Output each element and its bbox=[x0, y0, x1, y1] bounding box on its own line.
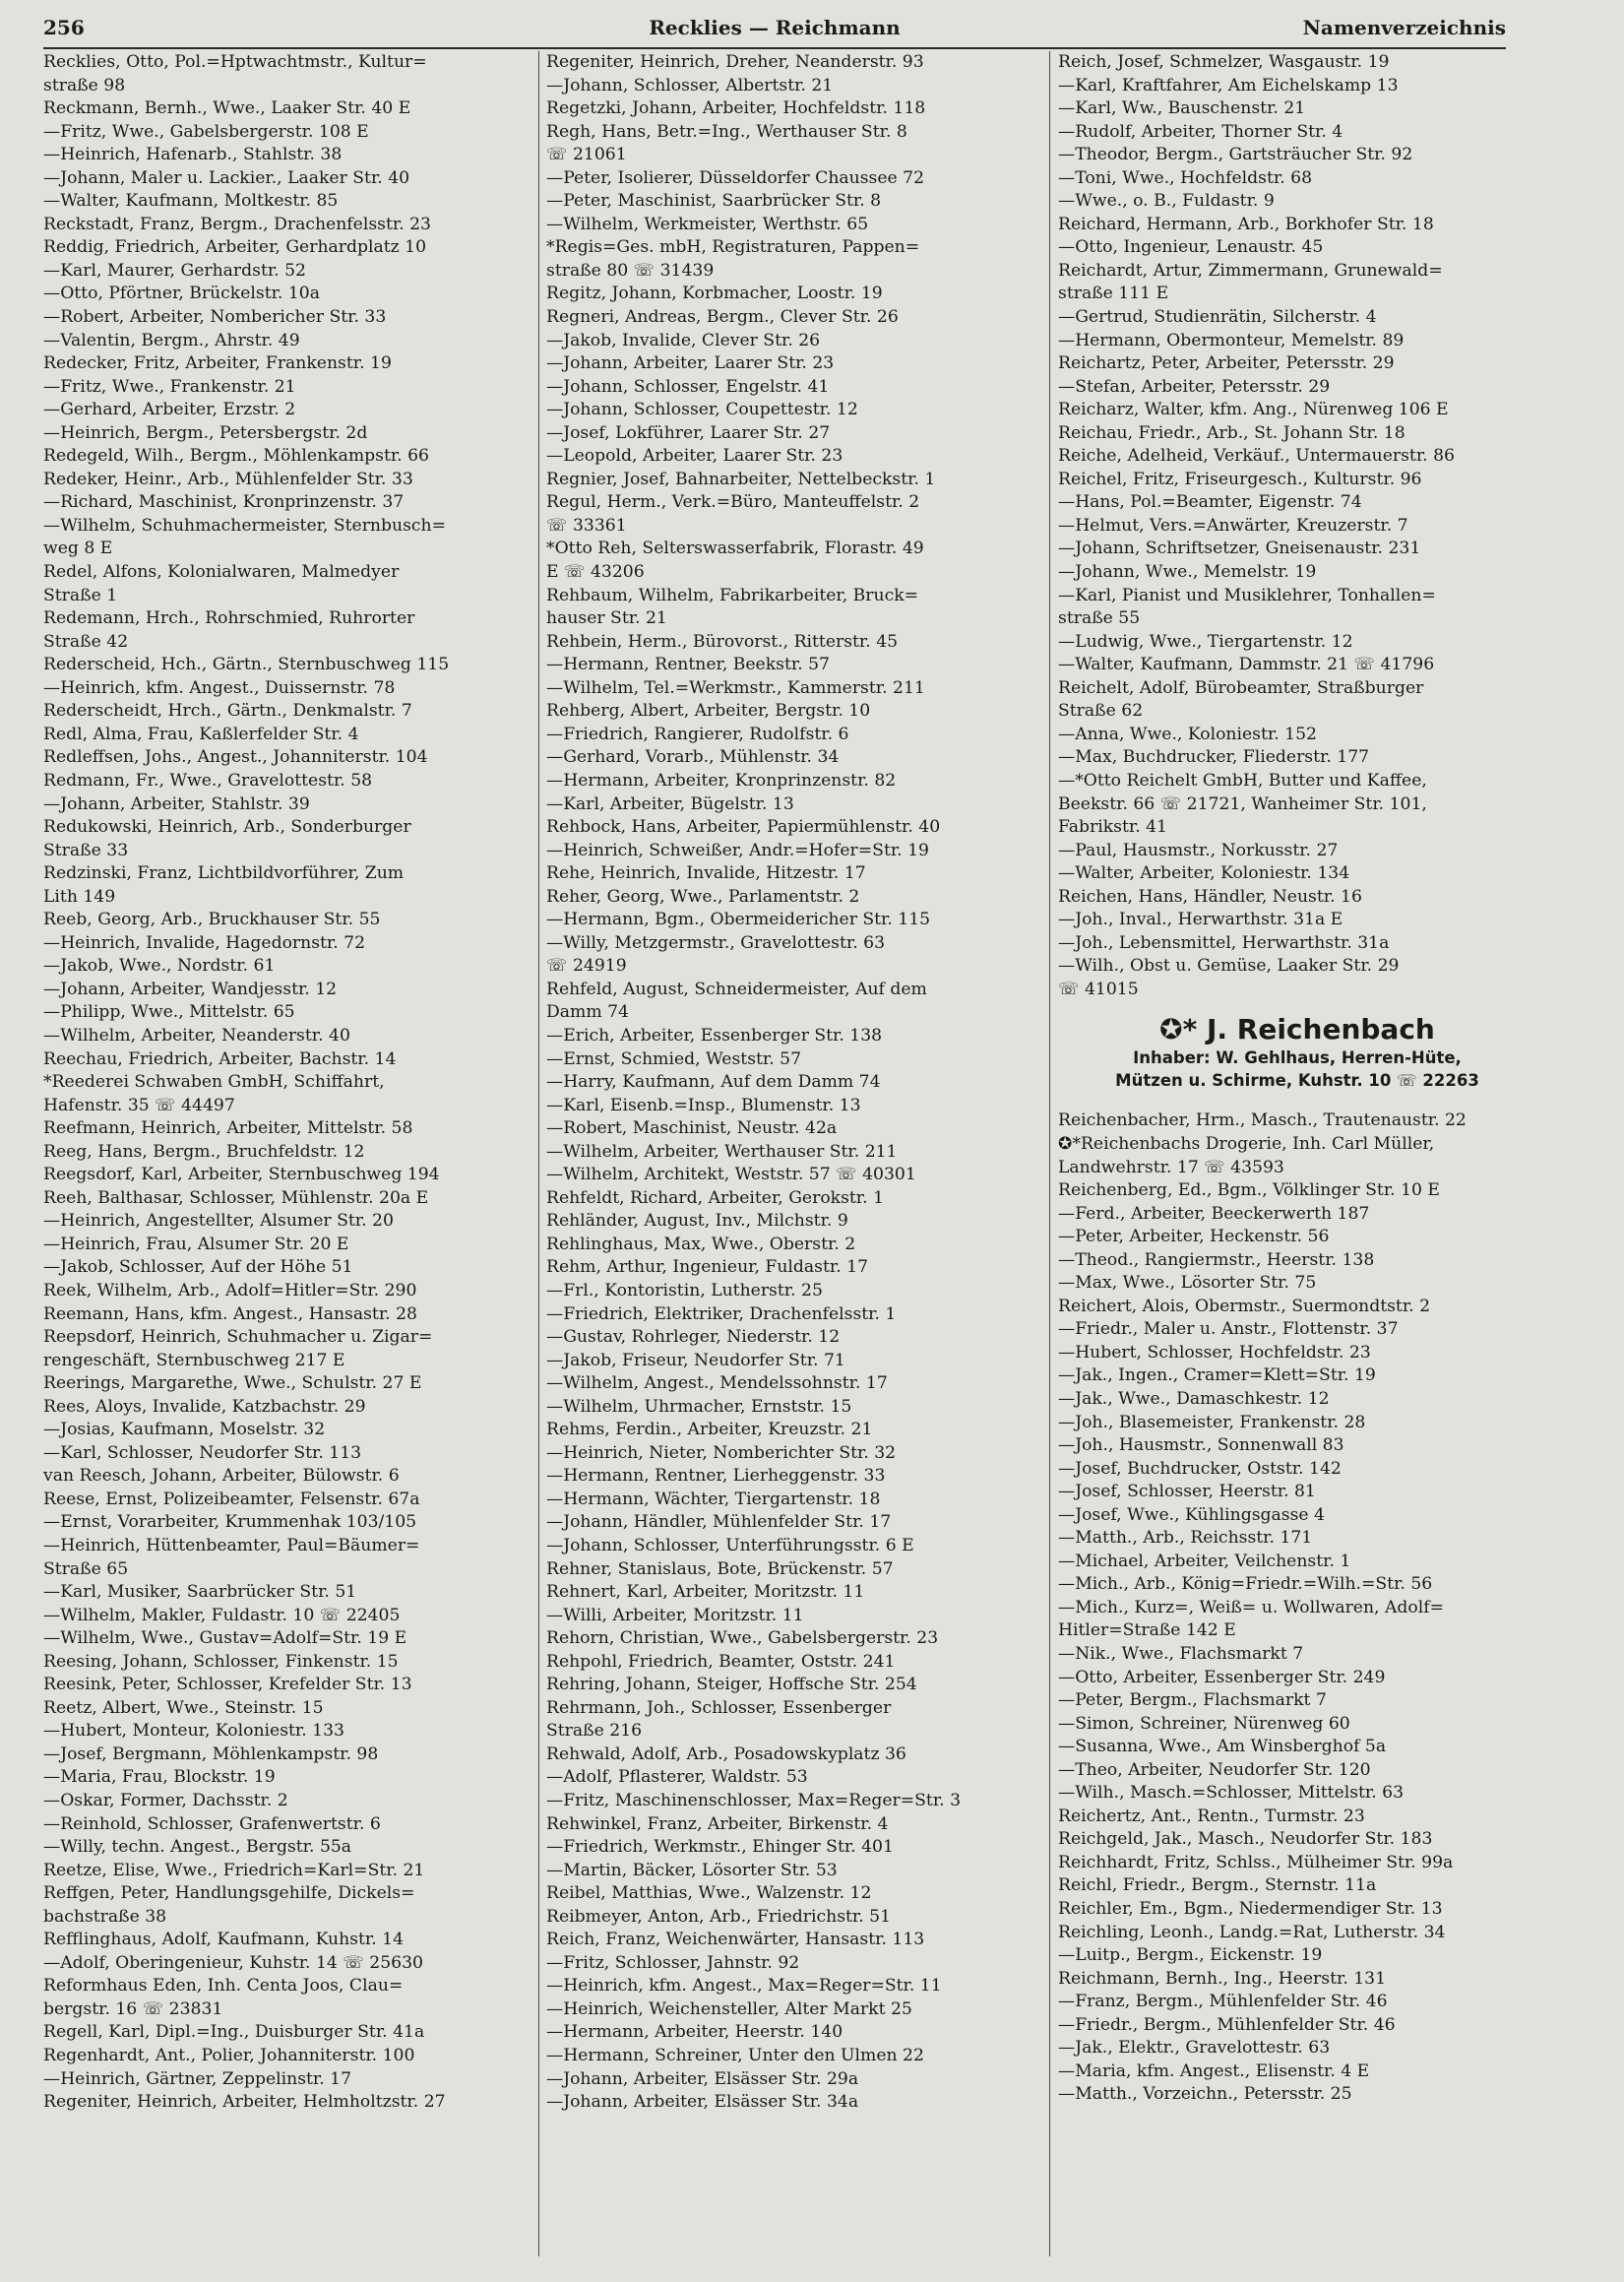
directory-entry-line: Redl, Alma, Frau, Kaßlerfelder Str. 4 bbox=[43, 724, 359, 744]
directory-entry-line: Rehbein, Herm., Bürovorst., Ritterstr. 45 bbox=[546, 631, 899, 652]
directory-entry-line: —Simon, Schreiner, Nürenweg 60 bbox=[1058, 1713, 1350, 1734]
directory-entry-line: Reeh, Balthasar, Schlosser, Mühlenstr. 20a E bbox=[43, 1187, 429, 1208]
directory-entry-line: —Wilhelm, Werkmeister, Werthstr. 65 bbox=[546, 214, 869, 234]
directory-entry-line: —Theo, Arbeiter, Neudorfer Str. 120 bbox=[1058, 1759, 1371, 1780]
directory-entry-line: hauser Str. 21 bbox=[546, 608, 667, 629]
directory-entry-line: —Jakob, Friseur, Neudorfer Str. 71 bbox=[546, 1350, 845, 1370]
directory-entry-line: Damm 74 bbox=[546, 1002, 629, 1023]
directory-entry-line: —Johann, Arbeiter, Wandjesstr. 12 bbox=[43, 979, 338, 999]
directory-entry-line: Reckstadt, Franz, Bergm., Drachenfelsstr. 23 bbox=[43, 214, 431, 234]
directory-entry-line: Reepsdorf, Heinrich, Schuhmacher u. Zigar= bbox=[43, 1327, 433, 1348]
directory-entry-line: Regell, Karl, Dipl.=Ing., Duisburger Str. 41a bbox=[43, 2022, 425, 2043]
directory-entry-line: —Friedrich, Elektriker, Drachenfelsstr. 1 bbox=[546, 1303, 897, 1324]
directory-entry-line: —Hermann, Schreiner, Unter den Ulmen 22 bbox=[546, 2046, 924, 2066]
directory-entry-line: —Wilhelm, Schuhmachermeister, Sternbusch= bbox=[43, 515, 446, 536]
directory-entry-line: —Jakob, Schlosser, Auf der Höhe 51 bbox=[43, 1257, 353, 1278]
directory-entry-line: —Friedr., Maler u. Anstr., Flottenstr. 37 bbox=[1058, 1319, 1399, 1340]
directory-entry-line: Straße 62 bbox=[1058, 701, 1144, 722]
directory-entry-line: Reddig, Friedrich, Arbeiter, Gerhardplatz 10 bbox=[43, 237, 427, 258]
directory-entry-line: —Matth., Vorzeichn., Petersstr. 25 bbox=[1058, 2084, 1352, 2105]
directory-entry-line: bergstr. 16 ☏ 23831 bbox=[43, 1998, 223, 2019]
directory-entry-line: —Willy, techn. Angest., Bergstr. 55a bbox=[43, 1837, 352, 1858]
directory-entry-line: —Heinrich, Schweißer, Andr.=Hofer=Str. 19 bbox=[546, 840, 929, 860]
directory-entry-line: straße 111 E bbox=[1058, 284, 1169, 304]
directory-entry-line: —Joh., Blasemeister, Frankenstr. 28 bbox=[1058, 1412, 1366, 1432]
directory-entry-line: —Theodor, Bergm., Gartsträucher Str. 92 bbox=[1058, 145, 1413, 165]
directory-entry-line: ✪*Reichenbachs Drogerie, Inh. Carl Müller, bbox=[1058, 1133, 1435, 1154]
directory-entry-line: —Johann, Schlosser, Engelstr. 41 bbox=[546, 376, 830, 397]
directory-entry-line: —Stefan, Arbeiter, Petersstr. 29 bbox=[1058, 376, 1331, 397]
directory-entry-line: —Hermann, Wächter, Tiergartenstr. 18 bbox=[546, 1489, 881, 1509]
directory-entry-line: —Karl, Musiker, Saarbrücker Str. 51 bbox=[43, 1582, 357, 1603]
directory-entry-line: —*Otto Reichelt GmbH, Butter und Kaffee, bbox=[1058, 770, 1427, 791]
directory-entry-line: —Karl, Ww., Bauschenstr. 21 bbox=[1058, 98, 1306, 119]
directory-entry-line: —Karl, Schlosser, Neudorfer Str. 113 bbox=[43, 1442, 362, 1463]
directory-entry-line: ☏ 21061 bbox=[546, 145, 627, 165]
directory-entry-line: —Karl, Eisenb.=Insp., Blumenstr. 13 bbox=[546, 1095, 861, 1115]
directory-entry-line: *Otto Reh, Selterswasserfabrik, Florastr. 49 bbox=[546, 539, 924, 559]
directory-entry-line: —Johann, Arbeiter, Stahlstr. 39 bbox=[43, 793, 310, 814]
column-right-entries-bottom bbox=[1058, 1109, 1536, 2107]
directory-entry-line: —Fritz, Maschinenschlosser, Max=Reger=Str. 3 bbox=[546, 1791, 962, 1811]
directory-entry-line: Reese, Ernst, Polizeibeamter, Felsenstr. 67a bbox=[43, 1489, 420, 1509]
directory-entry-line: Lith 149 bbox=[43, 886, 116, 907]
directory-entry-line: Reefmann, Heinrich, Arbeiter, Mittelstr. 58 bbox=[43, 1118, 413, 1139]
directory-entry-line: —Johann, Arbeiter, Elsässer Str. 29a bbox=[546, 2068, 859, 2089]
directory-entry-line: Reichl, Friedr., Bergm., Sternstr. 11a bbox=[1058, 1875, 1377, 1896]
directory-entry-line: —Joh., Inval., Herwarthstr. 31a E bbox=[1058, 910, 1343, 930]
directory-entry-line: —Johann, Schlosser, Albertstr. 21 bbox=[546, 75, 834, 95]
directory-entry-line: Redzinski, Franz, Lichtbildvorführer, Zum bbox=[43, 863, 405, 884]
directory-entry-line: —Walter, Kaufmann, Moltkestr. 85 bbox=[43, 191, 339, 212]
directory-entry-line: Reiche, Adelheid, Verkäuf., Untermauerstr. 86 bbox=[1058, 446, 1455, 467]
directory-entry-line: —Jakob, Wwe., Nordstr. 61 bbox=[43, 956, 276, 977]
directory-entry-line: —Wilhelm, Arbeiter, Neanderstr. 40 bbox=[43, 1025, 350, 1046]
column-divider bbox=[538, 51, 539, 2256]
directory-entry-line: Rehe, Heinrich, Invalide, Hitzestr. 17 bbox=[546, 863, 866, 884]
directory-entry-line: straße 98 bbox=[43, 75, 126, 95]
directory-entry-line: ☏ 41015 bbox=[1058, 979, 1139, 999]
directory-entry-line: Reesink, Peter, Schlosser, Krefelder Str. 13 bbox=[43, 1675, 412, 1695]
directory-entry-line: —Wilhelm, Architekt, Weststr. 57 ☏ 40301 bbox=[546, 1165, 916, 1185]
directory-entry-line: —Susanna, Wwe., Am Winsberghof 5a bbox=[1058, 1737, 1387, 1757]
directory-entry-line: —Josef, Lokführer, Laarer Str. 27 bbox=[546, 422, 831, 443]
ad-owner-line: Inhaber: W. Gehlhaus, Herren-Hüte, bbox=[1133, 1048, 1462, 1068]
directory-entry-line: Reicharz, Walter, kfm. Ang., Nürenweg 106 E bbox=[1058, 400, 1449, 420]
directory-entry-line: Reich, Franz, Weichenwärter, Hansastr. 113 bbox=[546, 1930, 925, 1950]
directory-entry-line: —Wilhelm, Arbeiter, Werthauser Str. 211 bbox=[546, 1141, 898, 1162]
directory-entry-line: Reegsdorf, Karl, Arbeiter, Sternbuschweg 194 bbox=[43, 1165, 440, 1185]
directory-entry-line: Rehbaum, Wilhelm, Fabrikarbeiter, Bruck= bbox=[546, 585, 919, 605]
directory-entry-line: Regitz, Johann, Korbmacher, Loostr. 19 bbox=[546, 284, 883, 304]
directory-entry-line: —Martin, Bäcker, Lösorter Str. 53 bbox=[546, 1860, 838, 1880]
directory-entry-line: Reckmann, Bernh., Wwe., Laaker Str. 40 E bbox=[43, 98, 411, 119]
directory-entry-line: Redecker, Fritz, Arbeiter, Frankenstr. 19 bbox=[43, 353, 392, 374]
directory-entry-line: Redukowski, Heinrich, Arb., Sonderburger bbox=[43, 817, 411, 838]
directory-entry-line: Regenhardt, Ant., Polier, Johanniterstr. 100 bbox=[43, 2046, 415, 2066]
directory-entry-line: Reffgen, Peter, Handlungsgehilfe, Dickels= bbox=[43, 1883, 415, 1904]
directory-entry-line: —Joh., Hausmstr., Sonnenwall 83 bbox=[1058, 1435, 1344, 1456]
directory-entry-line: —Wilh., Masch.=Schlosser, Mittelstr. 63 bbox=[1058, 1783, 1405, 1804]
directory-entry-line: —Heinrich, Bergm., Petersbergstr. 2d bbox=[43, 422, 368, 443]
directory-entry-line: —Erich, Arbeiter, Essenberger Str. 138 bbox=[546, 1025, 883, 1046]
directory-entry-line: Reichen, Hans, Händler, Neustr. 16 bbox=[1058, 886, 1362, 907]
directory-entry-line: Redegeld, Wilh., Bergm., Möhlenkampstr. 66 bbox=[43, 446, 429, 467]
directory-entry-line: —Karl, Arbeiter, Bügelstr. 13 bbox=[546, 793, 794, 814]
directory-entry-line: —Wilhelm, Tel.=Werkmstr., Kammerstr. 211 bbox=[546, 677, 925, 698]
directory-entry-line: Rehfeldt, Richard, Arbeiter, Gerokstr. 1 bbox=[546, 1187, 885, 1208]
directory-entry-line: —Karl, Kraftfahrer, Am Eichelskamp 13 bbox=[1058, 75, 1399, 95]
directory-entry-line: —Willi, Arbeiter, Moritzstr. 11 bbox=[546, 1605, 804, 1625]
directory-entry-line: bachstraße 38 bbox=[43, 1906, 167, 1927]
directory-entry-line: Rederscheidt, Hrch., Gärtn., Denkmalstr. 7 bbox=[43, 701, 412, 722]
directory-entry-line: straße 80 ☏ 31439 bbox=[546, 260, 715, 281]
directory-entry-line: —Johann, Händler, Mühlenfelder Str. 17 bbox=[546, 1512, 892, 1533]
directory-entry-line: Recklies, Otto, Pol.=Hptwachtmstr., Kultur= bbox=[43, 52, 427, 72]
directory-entry-line: —Jak., Ingen., Cramer=Klett=Str. 19 bbox=[1058, 1365, 1376, 1386]
directory-entry-line: Straße 1 bbox=[43, 585, 118, 605]
directory-entry-line: Regetzki, Johann, Arbeiter, Hochfeldstr. 118 bbox=[546, 98, 926, 119]
directory-entry-line: —Ernst, Schmied, Weststr. 57 bbox=[546, 1048, 802, 1069]
directory-entry-line: Beekstr. 66 ☏ 21721, Wanheimer Str. 101, bbox=[1058, 793, 1427, 814]
directory-entry-line: Reibel, Matthias, Wwe., Walzenstr. 12 bbox=[546, 1883, 872, 1904]
directory-entry-line: —Richard, Maschinist, Kronprinzenstr. 37 bbox=[43, 492, 405, 513]
directory-entry-line: Rehner, Stanislaus, Bote, Brückenstr. 57 bbox=[546, 1558, 894, 1579]
directory-entry-line: Redmann, Fr., Wwe., Gravelottestr. 58 bbox=[43, 770, 373, 791]
directory-entry-line: —Frl., Kontoristin, Lutherstr. 25 bbox=[546, 1280, 823, 1300]
directory-entry-line: —Mich., Arb., König=Friedr.=Wilh.=Str. 56 bbox=[1058, 1574, 1433, 1595]
directory-entry-line: —Gustav, Rohrleger, Niederstr. 12 bbox=[546, 1327, 841, 1348]
directory-entry-line: —Fritz, Wwe., Gabelsbergerstr. 108 E bbox=[43, 121, 369, 142]
directory-entry-line: —Johann, Schriftsetzer, Gneisenaustr. 231 bbox=[1058, 539, 1421, 559]
directory-entry-line: —Jakob, Invalide, Clever Str. 26 bbox=[546, 330, 821, 350]
column-right bbox=[1058, 51, 1536, 2266]
directory-entry-line: —Hermann, Arbeiter, Heerstr. 140 bbox=[546, 2022, 843, 2043]
directory-entry-line: Regh, Hans, Betr.=Ing., Werthauser Str. 8 bbox=[546, 121, 907, 142]
directory-entry-line: —Fritz, Wwe., Frankenstr. 21 bbox=[43, 376, 296, 397]
directory-entry-line: —Wwe., o. B., Fuldastr. 9 bbox=[1058, 191, 1275, 212]
column-right-entries-top bbox=[1058, 51, 1536, 1001]
directory-entry-line: Reibmeyer, Anton, Arb., Friedrichstr. 51 bbox=[546, 1906, 892, 1927]
directory-entry-line: Rehorn, Christian, Wwe., Gabelsbergerstr. 23 bbox=[546, 1628, 939, 1649]
directory-entry-line: —Walter, Kaufmann, Dammstr. 21 ☏ 41796 bbox=[1058, 655, 1435, 675]
directory-entry-line: ☏ 33361 bbox=[546, 515, 627, 536]
directory-entry-line: —Reinhold, Schlosser, Grafenwertstr. 6 bbox=[43, 1813, 381, 1834]
directory-entry-line: *Regis=Ges. mbH, Registraturen, Pappen= bbox=[546, 237, 920, 258]
directory-entry-line: —Mich., Kurz=, Weiß= u. Wollwaren, Adolf= bbox=[1058, 1597, 1444, 1617]
directory-entry-line: —Josef, Buchdrucker, Oststr. 142 bbox=[1058, 1458, 1342, 1479]
directory-entry-line: —Johann, Arbeiter, Laarer Str. 23 bbox=[546, 353, 835, 374]
column-divider bbox=[1049, 51, 1050, 2256]
directory-entry-line: Rehländer, August, Inv., Milchstr. 9 bbox=[546, 1211, 848, 1232]
directory-entry-line: Straße 65 bbox=[43, 1558, 129, 1579]
directory-entry-line: —Karl, Pianist und Musiklehrer, Tonhallen= bbox=[1058, 585, 1436, 605]
directory-entry-line: Rehnert, Karl, Arbeiter, Moritzstr. 11 bbox=[546, 1582, 865, 1603]
ad-company-name: ✪* J. Reichenbach bbox=[1159, 1013, 1435, 1046]
directory-entry-line: Reichgeld, Jak., Masch., Neudorfer Str. 183 bbox=[1058, 1829, 1433, 1850]
directory-entry-line: —Toni, Wwe., Hochfeldstr. 68 bbox=[1058, 167, 1313, 188]
directory-entry-line: —Walter, Arbeiter, Koloniestr. 134 bbox=[1058, 863, 1350, 884]
directory-entry-line: Reetze, Elise, Wwe., Friedrich=Karl=Str. 21 bbox=[43, 1860, 425, 1880]
directory-entry-line: —Franz, Bergm., Mühlenfelder Str. 46 bbox=[1058, 1992, 1388, 2012]
directory-entry-line: Reetz, Albert, Wwe., Steinstr. 15 bbox=[43, 1697, 324, 1718]
directory-entry-line: Refflinghaus, Adolf, Kaufmann, Kuhstr. 14 bbox=[43, 1930, 405, 1950]
directory-entry-line: ☏ 24919 bbox=[546, 956, 627, 977]
directory-entry-line: Rehwinkel, Franz, Arbeiter, Birkenstr. 4 bbox=[546, 1813, 889, 1834]
directory-entry-line: Rees, Aloys, Invalide, Katzbachstr. 29 bbox=[43, 1396, 366, 1417]
directory-entry-line: —Heinrich, kfm. Angest., Duissernstr. 78 bbox=[43, 677, 396, 698]
directory-entry-line: Reichard, Hermann, Arb., Borkhofer Str. 18 bbox=[1058, 214, 1434, 234]
directory-entry-line: —Ferd., Arbeiter, Beeckerwerth 187 bbox=[1058, 1203, 1370, 1224]
directory-entry-line: —Hermann, Obermonteur, Memelstr. 89 bbox=[1058, 330, 1405, 350]
directory-entry-line: Regneri, Andreas, Bergm., Clever Str. 26 bbox=[546, 307, 899, 328]
directory-entry-line: —Ernst, Vorarbeiter, Krummenhak 103/105 bbox=[43, 1512, 417, 1533]
directory-entry-line: —Oskar, Former, Dachsstr. 2 bbox=[43, 1791, 288, 1811]
directory-entry-line: —Heinrich, Hüttenbeamter, Paul=Bäumer= bbox=[43, 1536, 420, 1555]
directory-entry-line: —Peter, Arbeiter, Heckenstr. 56 bbox=[1058, 1227, 1330, 1247]
directory-entry-line: Reichelt, Adolf, Bürobeamter, Straßburger bbox=[1058, 677, 1424, 698]
directory-entry-line: Reek, Wilhelm, Arb., Adolf=Hitler=Str. 290 bbox=[43, 1280, 417, 1300]
directory-entry-line: Rehms, Ferdin., Arbeiter, Kreuzstr. 21 bbox=[546, 1420, 873, 1440]
directory-entry-line: Hafenstr. 35 ☏ 44497 bbox=[43, 1095, 235, 1115]
directory-entry-line: Reher, Georg, Wwe., Parlamentstr. 2 bbox=[546, 886, 860, 907]
directory-entry-line: —Maria, Frau, Blockstr. 19 bbox=[43, 1767, 276, 1788]
directory-entry-line: van Reesch, Johann, Arbeiter, Bülowstr. 6 bbox=[43, 1466, 400, 1487]
directory-entry-line: Rehm, Arthur, Ingenieur, Fuldastr. 17 bbox=[546, 1257, 869, 1278]
directory-entry-line: —Hermann, Arbeiter, Kronprinzenstr. 82 bbox=[546, 770, 897, 791]
directory-entry-line: Hitler=Straße 142 E bbox=[1058, 1620, 1236, 1641]
directory-entry-line: —Gerhard, Arbeiter, Erzstr. 2 bbox=[43, 400, 296, 420]
directory-entry-line: —Heinrich, Hafenarb., Stahlstr. 38 bbox=[43, 145, 343, 165]
directory-entry-line: —Adolf, Pflasterer, Waldstr. 53 bbox=[546, 1767, 808, 1788]
directory-entry-line: Reeb, Georg, Arb., Bruckhauser Str. 55 bbox=[43, 910, 381, 930]
directory-entry-line: Reformhaus Eden, Inh. Centa Joos, Clau= bbox=[43, 1976, 404, 1997]
directory-entry-line: —Josias, Kaufmann, Moselstr. 32 bbox=[43, 1420, 326, 1440]
directory-entry-line: rengeschäft, Sternbuschweg 217 E bbox=[43, 1350, 345, 1370]
directory-entry-line: —Rudolf, Arbeiter, Thorner Str. 4 bbox=[1058, 121, 1343, 142]
directory-entry-line: Redel, Alfons, Kolonialwaren, Malmedyer bbox=[43, 562, 400, 583]
directory-entry-line: —Heinrich, Invalide, Hagedornstr. 72 bbox=[43, 932, 366, 953]
directory-entry-line: Reichertz, Ant., Rentn., Turmstr. 23 bbox=[1058, 1806, 1365, 1826]
directory-entry-line: —Peter, Isolierer, Düsseldorfer Chaussee 72 bbox=[546, 167, 925, 188]
directory-entry-line: —Otto, Pförtner, Brückelstr. 10a bbox=[43, 284, 320, 304]
directory-entry-line: —Karl, Maurer, Gerhardstr. 52 bbox=[43, 260, 306, 281]
directory-entry-line: —Wilh., Obst u. Gemüse, Laaker Str. 29 bbox=[1058, 956, 1400, 977]
directory-entry-line: Reichhardt, Fritz, Schlss., Mülheimer Str. 99a bbox=[1058, 1852, 1454, 1872]
page-number: 256 bbox=[43, 16, 85, 39]
directory-entry-line: —Matth., Arb., Reichsstr. 171 bbox=[1058, 1528, 1313, 1549]
directory-entry-line: Reerings, Margarethe, Wwe., Schulstr. 27 E bbox=[43, 1373, 422, 1394]
directory-entry-line: Reichmann, Bernh., Ing., Heerstr. 131 bbox=[1058, 1968, 1387, 1989]
directory-entry-line: —Leopold, Arbeiter, Laarer Str. 23 bbox=[546, 446, 843, 467]
directory-entry-line: Reechau, Friedrich, Arbeiter, Bachstr. 14 bbox=[43, 1048, 397, 1069]
directory-entry-line: Reichler, Em., Bgm., Niedermendiger Str. 13 bbox=[1058, 1899, 1443, 1920]
directory-entry-line: —Valentin, Bergm., Ahrstr. 49 bbox=[43, 330, 300, 350]
directory-entry-line: Reichling, Leonh., Landg.=Rat, Lutherstr. 34 bbox=[1058, 1922, 1446, 1942]
directory-entry-line: —Friedrich, Rangierer, Rudolfstr. 6 bbox=[546, 724, 849, 744]
directory-entry-line: —Philipp, Wwe., Mittelstr. 65 bbox=[43, 1002, 295, 1023]
directory-entry-line: Reichel, Fritz, Friseurgesch., Kulturstr. 96 bbox=[1058, 469, 1422, 489]
directory-entry-line: Rehfeld, August, Schneidermeister, Auf dem bbox=[546, 979, 927, 999]
directory-entry-line: —Ludwig, Wwe., Tiergartenstr. 12 bbox=[1058, 631, 1353, 652]
directory-entry-line: —Willy, Metzgermstr., Gravelottestr. 63 bbox=[546, 932, 886, 953]
directory-entry-line: —Max, Buchdrucker, Fliederstr. 177 bbox=[1058, 747, 1370, 768]
directory-entry-line: —Robert, Arbeiter, Nombericher Str. 33 bbox=[43, 307, 387, 328]
directory-entry-line: —Heinrich, Angestellter, Alsumer Str. 20 bbox=[43, 1211, 394, 1232]
directory-entry-line: —Hubert, Schlosser, Hochfeldstr. 23 bbox=[1058, 1342, 1371, 1363]
directory-entry-line: Reeg, Hans, Bergm., Bruchfeldstr. 12 bbox=[43, 1141, 365, 1162]
column-middle bbox=[546, 51, 1025, 2266]
directory-entry-line: Rederscheid, Hch., Gärtn., Sternbuschweg 115 bbox=[43, 655, 450, 675]
directory-entry-line: Reichardt, Artur, Zimmermann, Grunewald= bbox=[1058, 260, 1443, 281]
directory-entry-line: Rehpohl, Friedrich, Beamter, Oststr. 241 bbox=[546, 1651, 896, 1672]
directory-entry-line: Reichenbacher, Hrm., Masch., Trautenaustr. 22 bbox=[1058, 1110, 1467, 1131]
directory-entry-line: —Josef, Bergmann, Möhlenkampstr. 98 bbox=[43, 1743, 379, 1764]
directory-entry-line: Reemann, Hans, kfm. Angest., Hansastr. 28 bbox=[43, 1303, 417, 1324]
directory-entry-line: Reichert, Alois, Obermstr., Suermondtstr. 2 bbox=[1058, 1296, 1431, 1316]
directory-entry-line: —Wilhelm, Wwe., Gustav=Adolf=Str. 19 E bbox=[43, 1628, 407, 1649]
directory-entry-line: —Johann, Maler u. Lackier., Laaker Str. 40 bbox=[43, 167, 410, 188]
directory-entry-line: —Josef, Schlosser, Heerstr. 81 bbox=[1058, 1482, 1316, 1502]
directory-entry-line: Reich, Josef, Schmelzer, Wasgaustr. 19 bbox=[1058, 52, 1390, 72]
directory-entry-line: —Nik., Wwe., Flachsmarkt 7 bbox=[1058, 1644, 1304, 1664]
directory-entry-line: Fabrikstr. 41 bbox=[1058, 817, 1167, 838]
directory-entry-line: —Wilhelm, Angest., Mendelssohnstr. 17 bbox=[546, 1373, 888, 1394]
directory-entry-line: Regeniter, Heinrich, Arbeiter, Helmholtzstr. 27 bbox=[43, 2092, 446, 2113]
directory-entry-line: —Heinrich, Gärtner, Zeppelinstr. 17 bbox=[43, 2068, 352, 2089]
page-header bbox=[43, 10, 1506, 49]
directory-entry-line: —Heinrich, Frau, Alsumer Str. 20 E bbox=[43, 1234, 349, 1254]
section-title: Namenverzeichnis bbox=[1302, 16, 1506, 39]
directory-entry-line: —Otto, Arbeiter, Essenberger Str. 249 bbox=[1058, 1667, 1386, 1687]
directory-entry-line: —Joh., Lebensmittel, Herwarthstr. 31a bbox=[1058, 932, 1390, 953]
directory-entry-line: —Friedrich, Werkmstr., Ehinger Str. 401 bbox=[546, 1837, 894, 1858]
directory-entry-line: straße 55 bbox=[1058, 608, 1141, 629]
directory-entry-line: Regnier, Josef, Bahnarbeiter, Nettelbeckstr. 1 bbox=[546, 469, 936, 489]
directory-entry-line: —Hermann, Rentner, Lierheggenstr. 33 bbox=[546, 1466, 886, 1487]
directory-entry-line: —Helmut, Vers.=Anwärter, Kreuzerstr. 7 bbox=[1058, 515, 1408, 536]
directory-entry-line: Rehwald, Adolf, Arb., Posadowskyplatz 36 bbox=[546, 1743, 906, 1764]
directory-entry-line: —Otto, Ingenieur, Lenaustr. 45 bbox=[1058, 237, 1324, 258]
directory-entry-line: Rehlinghaus, Max, Wwe., Oberstr. 2 bbox=[546, 1234, 856, 1254]
directory-entry-line: —Peter, Maschinist, Saarbrücker Str. 8 bbox=[546, 191, 882, 212]
directory-entry-line: —Adolf, Oberingenieur, Kuhstr. 14 ☏ 25630 bbox=[43, 1952, 423, 1973]
directory-entry-line: —Paul, Hausmstr., Norkusstr. 27 bbox=[1058, 840, 1339, 860]
directory-entry-line: —Luitp., Bergm., Eickenstr. 19 bbox=[1058, 1945, 1323, 1966]
directory-entry-line: —Hermann, Rentner, Beekstr. 57 bbox=[546, 655, 830, 675]
directory-entry-line: Rehring, Johann, Steiger, Hoffsche Str. 254 bbox=[546, 1675, 917, 1695]
directory-entry-line: —Harry, Kaufmann, Auf dem Damm 74 bbox=[546, 1072, 881, 1093]
ad-address-line: Mützen u. Schirme, Kuhstr. 10 ☏ 22263 bbox=[1115, 1071, 1479, 1091]
directory-entry-line: Rehrmann, Joh., Schlosser, Essenberger bbox=[546, 1697, 892, 1718]
directory-entry-line: —Hermann, Bgm., Obermeidericher Str. 115 bbox=[546, 910, 931, 930]
directory-entry-line: Redemann, Hrch., Rohrschmied, Ruhrorter bbox=[43, 608, 415, 629]
directory-entry-line: Redleffsen, Johs., Angest., Johanniterstr. 104 bbox=[43, 747, 428, 768]
name-range-title: Recklies — Reichmann bbox=[649, 16, 901, 39]
directory-entry-line: weg 8 E bbox=[43, 539, 113, 559]
directory-entry-line: —Johann, Schlosser, Coupettestr. 12 bbox=[546, 400, 858, 420]
directory-entry-line: —Robert, Maschinist, Neustr. 42a bbox=[546, 1118, 838, 1139]
directory-entry-line: *Reederei Schwaben GmbH, Schiffahrt, bbox=[43, 1072, 385, 1093]
directory-entry-line: Reichartz, Peter, Arbeiter, Petersstr. 29 bbox=[1058, 353, 1395, 374]
directory-entry-line: —Heinrich, kfm. Angest., Max=Reger=Str. 11 bbox=[546, 1976, 942, 1997]
directory-entry-line: —Johann, Schlosser, Unterführungsstr. 6 E bbox=[546, 1536, 914, 1555]
directory-entry-line: —Wilhelm, Makler, Fuldastr. 10 ☏ 22405 bbox=[43, 1605, 401, 1625]
directory-entry-line: —Theod., Rangiermstr., Heerstr. 138 bbox=[1058, 1249, 1375, 1270]
directory-entry-line: —Michael, Arbeiter, Veilchenstr. 1 bbox=[1058, 1551, 1351, 1571]
directory-entry-line: —Friedr., Bergm., Mühlenfelder Str. 46 bbox=[1058, 2014, 1396, 2035]
directory-entry-line: Reichenberg, Ed., Bgm., Völklinger Str. 10 E bbox=[1058, 1180, 1440, 1201]
directory-entry-line: Straße 33 bbox=[43, 840, 129, 860]
directory-entry-line: —Max, Wwe., Lösorter Str. 75 bbox=[1058, 1273, 1317, 1294]
directory-entry-line: —Gertrud, Studienrätin, Silcherstr. 4 bbox=[1058, 307, 1377, 328]
directory-entry-line: Rehbock, Hans, Arbeiter, Papiermühlenstr. 40 bbox=[546, 817, 941, 838]
directory-entry-line: —Jak., Wwe., Damaschkestr. 12 bbox=[1058, 1388, 1330, 1409]
directory-entry-line: —Anna, Wwe., Koloniestr. 152 bbox=[1058, 724, 1317, 744]
directory-entry-line: —Gerhard, Vorarb., Mühlenstr. 34 bbox=[546, 747, 840, 768]
directory-entry-line: —Peter, Bergm., Flachsmarkt 7 bbox=[1058, 1690, 1327, 1711]
directory-entry-line: —Wilhelm, Uhrmacher, Ernststr. 15 bbox=[546, 1396, 852, 1417]
directory-entry-line: —Jak., Elektr., Gravelottestr. 63 bbox=[1058, 2038, 1331, 2059]
directory-entry-line: —Johann, Wwe., Memelstr. 19 bbox=[1058, 562, 1317, 583]
directory-entry-line: Redeker, Heinr., Arb., Mühlenfelder Str. 33 bbox=[43, 469, 413, 489]
directory-entry-line: Reichau, Friedr., Arb., St. Johann Str. 18 bbox=[1058, 422, 1405, 443]
directory-entry-line: Rehberg, Albert, Arbeiter, Bergstr. 10 bbox=[546, 701, 871, 722]
directory-entry-line: Straße 42 bbox=[43, 631, 129, 652]
directory-entry-line: —Hubert, Monteur, Koloniestr. 133 bbox=[43, 1721, 344, 1742]
directory-entry-line: —Johann, Arbeiter, Elsässer Str. 34a bbox=[546, 2092, 859, 2113]
directory-entry-line: Regeniter, Heinrich, Dreher, Neanderstr. 93 bbox=[546, 52, 924, 72]
advertisement bbox=[1058, 1013, 1536, 1092]
directory-entry-line: E ☏ 43206 bbox=[546, 562, 645, 583]
directory-entry-line: —Hans, Pol.=Beamter, Eigenstr. 74 bbox=[1058, 492, 1362, 513]
directory-entry-line: —Heinrich, Nieter, Nomberichter Str. 32 bbox=[546, 1442, 897, 1463]
directory-entry-line: Landwehrstr. 17 ☏ 43593 bbox=[1058, 1157, 1284, 1177]
directory-entry-line: Straße 216 bbox=[546, 1721, 643, 1742]
directory-entry-line: Regul, Herm., Verk.=Büro, Manteuffelstr. 2 bbox=[546, 492, 920, 513]
column-left bbox=[43, 51, 522, 2266]
directory-entry-line: —Maria, kfm. Angest., Elisenstr. 4 E bbox=[1058, 2060, 1370, 2081]
directory-entry-line: —Heinrich, Weichensteller, Alter Markt 25 bbox=[546, 1998, 912, 2019]
directory-entry-line: Reesing, Johann, Schlosser, Finkenstr. 15 bbox=[43, 1651, 399, 1672]
directory-entry-line: —Fritz, Schlosser, Jahnstr. 92 bbox=[546, 1952, 800, 1973]
directory-entry-line: —Josef, Wwe., Kühlingsgasse 4 bbox=[1058, 1504, 1325, 1525]
